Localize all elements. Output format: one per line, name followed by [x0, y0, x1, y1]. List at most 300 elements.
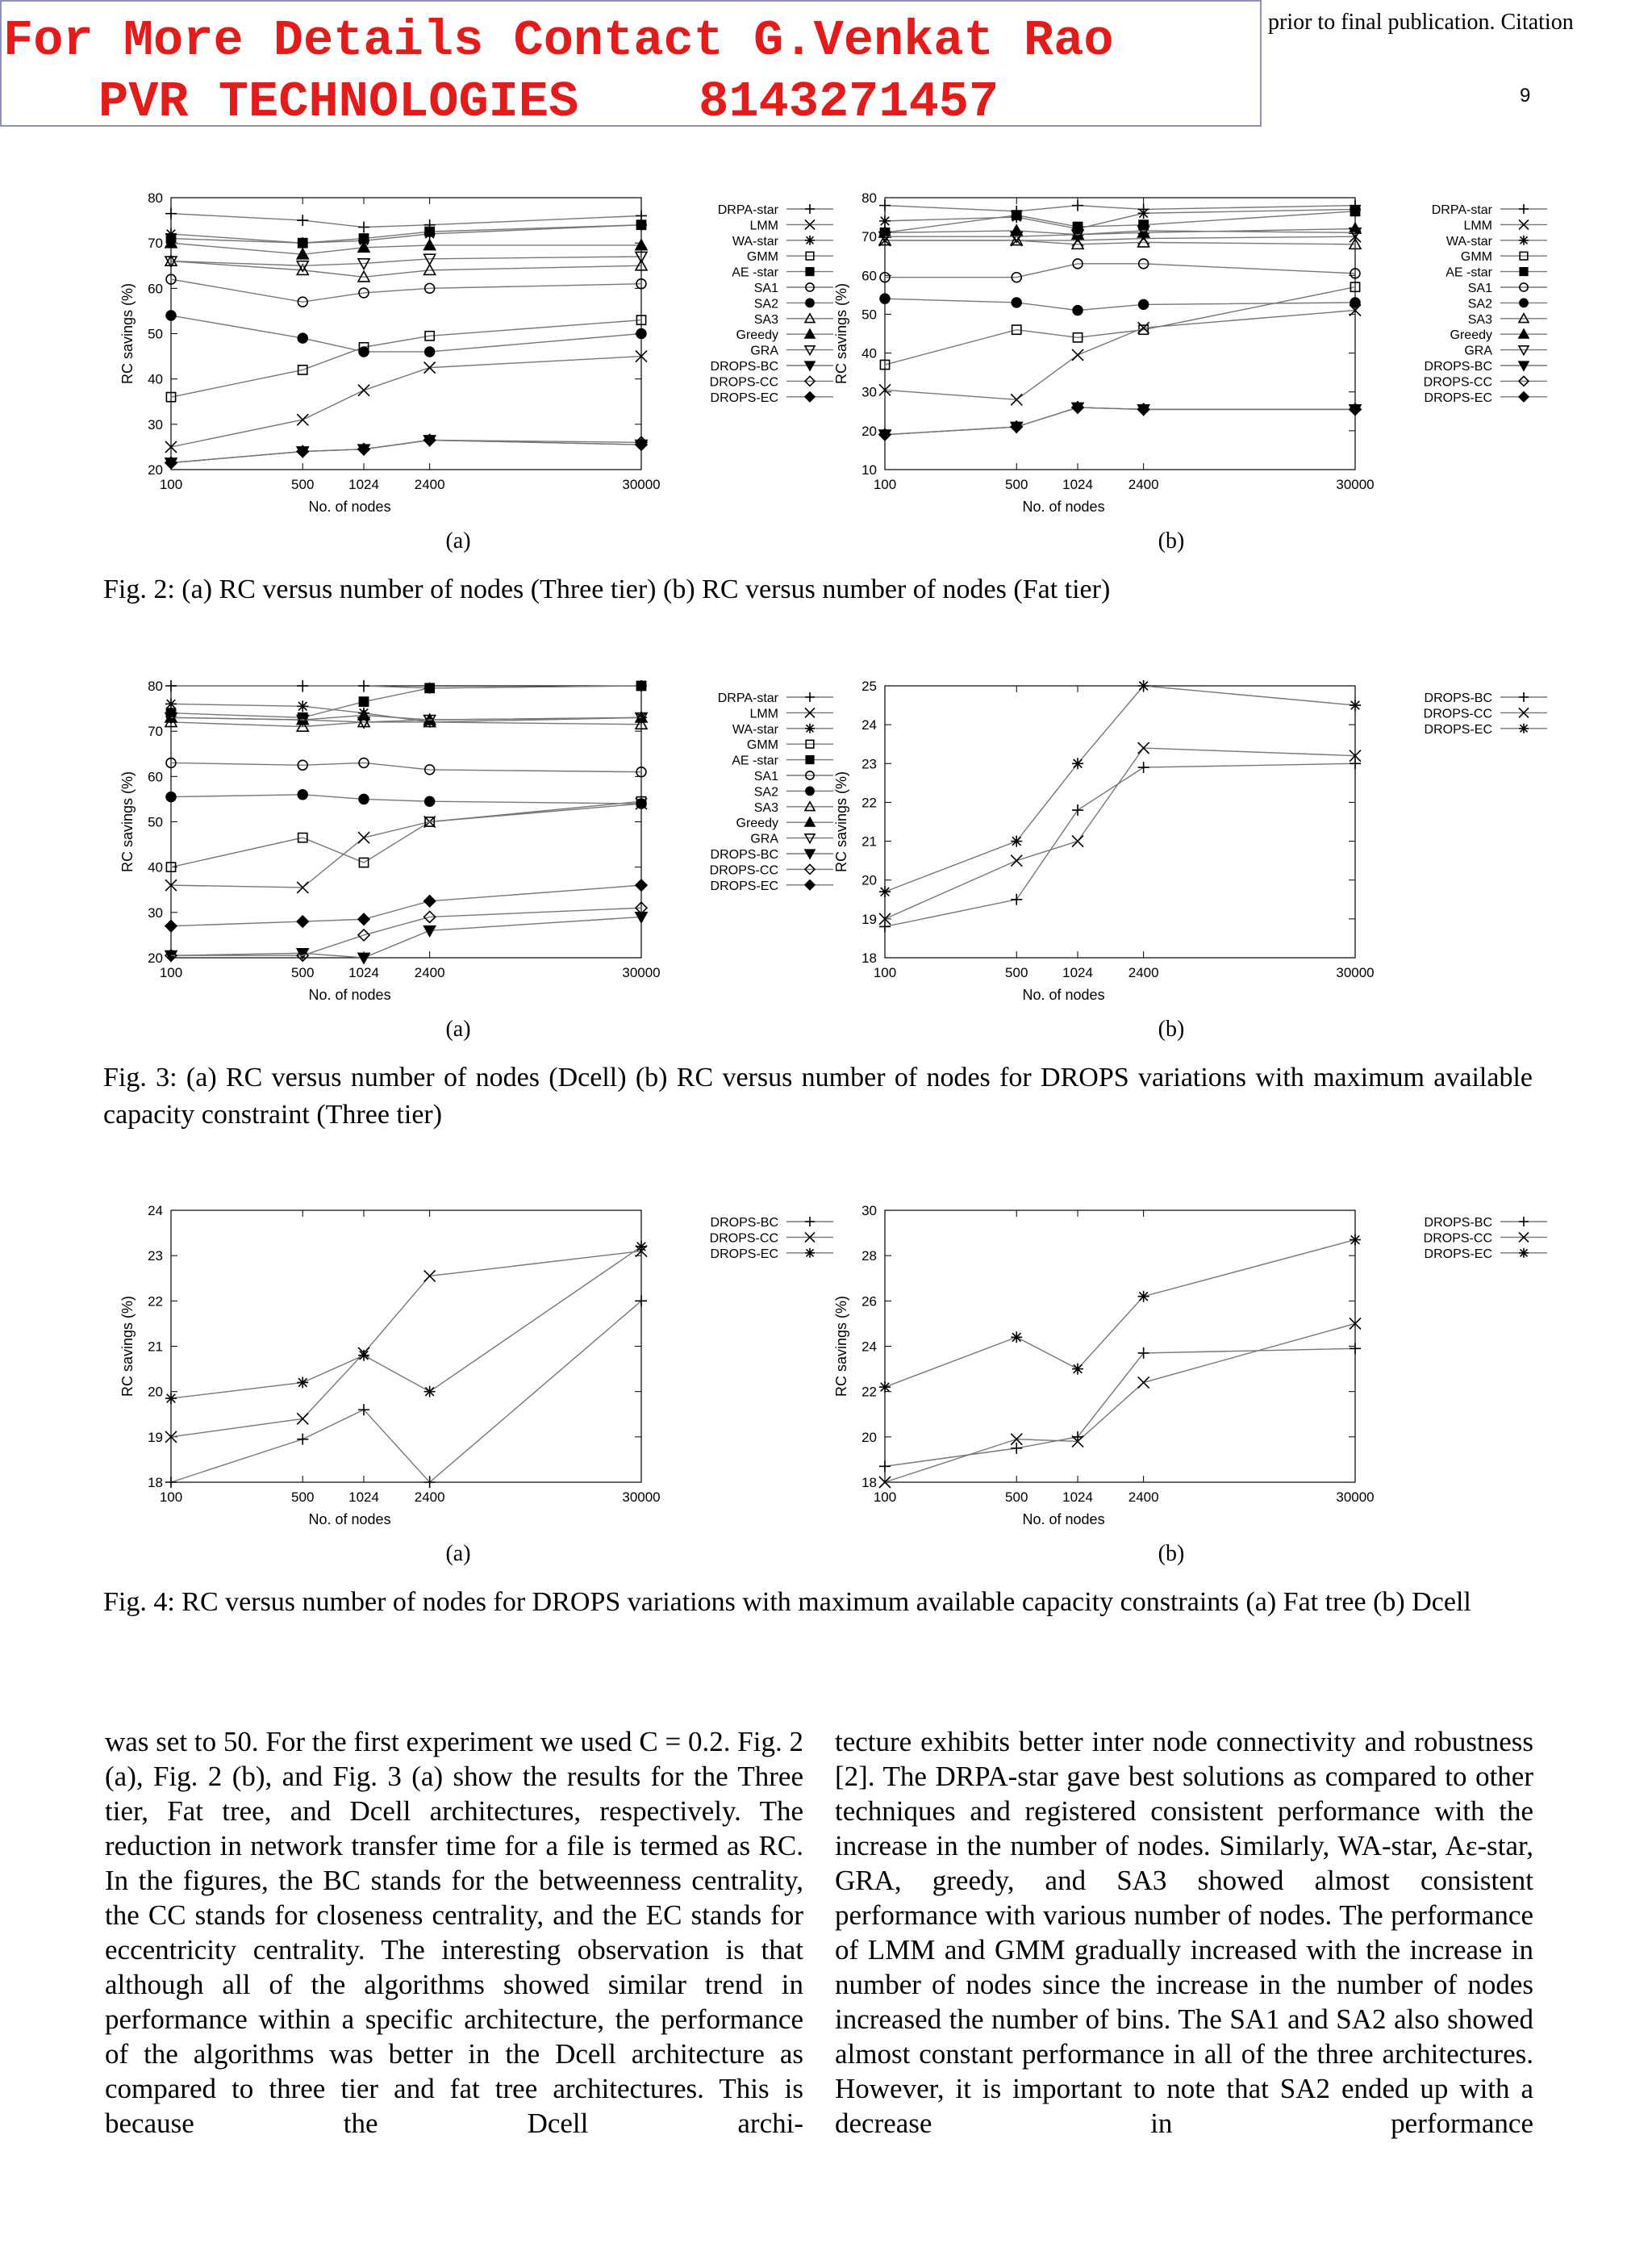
series-line [171, 795, 641, 804]
series-line [885, 211, 1355, 232]
y-tick-label: 23 [148, 1248, 163, 1264]
banner-contact-line: For More Details Contact G.Venkat Rao [3, 12, 1114, 69]
y-axis-label: RC savings (%) [119, 1295, 136, 1397]
legend-label: SA1 [753, 282, 778, 295]
y-tick-label: 18 [148, 1475, 163, 1490]
y-tick-label: 60 [148, 281, 163, 297]
data-point [1138, 762, 1149, 773]
series-line [885, 763, 1355, 926]
series-line [885, 240, 1355, 244]
y-tick-label: 24 [861, 1339, 877, 1355]
data-point [297, 1377, 308, 1388]
data-point [879, 215, 891, 227]
x-tick-label: 2400 [414, 477, 445, 492]
data-point [1073, 306, 1083, 315]
fig3-caption: Fig. 3: (a) RC versus number of nodes (Dcell) (b) RC versus number of nodes for DROPS variations with maximum available capacity constraint (Three tier) [103, 1063, 1533, 1130]
series-drops-cc [165, 902, 647, 961]
legend-label: DROPS-EC [1424, 391, 1492, 405]
data-point [1011, 855, 1022, 867]
y-tick-label: 30 [148, 904, 163, 921]
series-lmm [165, 351, 647, 453]
data-point [297, 215, 308, 226]
data-point [1350, 1235, 1361, 1246]
legend-label: WA-star [732, 722, 778, 737]
fig3-subcaption-a: (a) [445, 1017, 471, 1042]
legend-label: DROPS-BC [710, 360, 778, 374]
data-point [636, 220, 645, 229]
legend-label: DROPS-CC [709, 863, 778, 878]
chart-legend [710, 1216, 833, 1261]
series-ae-star [166, 220, 645, 248]
data-point [1011, 1443, 1022, 1454]
y-axis-label: RC savings (%) [833, 282, 849, 385]
data-point [879, 886, 891, 897]
legend-label: GRA [750, 344, 778, 358]
x-tick-label: 30000 [622, 1489, 661, 1505]
x-tick-label: 500 [1005, 477, 1028, 492]
legend-label: DROPS-BC [710, 1216, 778, 1230]
data-point [359, 697, 368, 706]
legend-label: Greedy [1450, 328, 1492, 343]
series-drops-ec [879, 402, 1361, 441]
y-tick-label: 21 [861, 833, 877, 850]
y-tick-label: 60 [861, 268, 877, 284]
y-tick-label: 22 [861, 1384, 877, 1400]
x-tick-label: 2400 [1128, 477, 1159, 492]
data-point [1138, 1347, 1149, 1359]
series-drops-cc [165, 434, 647, 468]
series-line [885, 299, 1355, 310]
legend-label: DRPA-star [717, 203, 778, 217]
fig2-subcaption-b: (b) [1158, 528, 1185, 554]
data-point [424, 896, 436, 907]
body-right-column [835, 1724, 1533, 2141]
series-line [885, 686, 1355, 892]
y-tick-label: 30 [148, 416, 163, 432]
y-tick-label: 20 [861, 872, 877, 888]
series-line [171, 243, 641, 254]
series-line [171, 440, 641, 462]
series-line [171, 722, 641, 727]
data-point [358, 953, 369, 963]
series-line [171, 320, 641, 397]
data-point [358, 385, 369, 396]
data-point [297, 1434, 308, 1445]
data-point [298, 790, 307, 800]
y-tick-label: 20 [861, 423, 877, 439]
series-drops-bc [165, 1295, 647, 1488]
fig2-caption: Fig. 2: (a) RC versus number of nodes (Three tier) (b) RC versus number of nodes (Fat tier) [103, 574, 1111, 604]
data-point [425, 796, 435, 806]
x-tick-label: 500 [1005, 965, 1028, 980]
series-line [171, 315, 641, 352]
data-point [425, 228, 434, 236]
series-line [171, 1251, 641, 1437]
legend-marker [805, 1217, 815, 1226]
series-sa3 [165, 256, 647, 282]
x-tick-label: 1024 [1062, 1489, 1093, 1505]
y-axis-label: RC savings (%) [833, 1295, 849, 1397]
chart-legend [1424, 203, 1547, 405]
chart-fig4a [105, 1198, 912, 1537]
x-tick-label: 30000 [1336, 1489, 1375, 1505]
data-point [297, 700, 308, 712]
x-tick-label: 30000 [1336, 965, 1375, 980]
series-sa1 [880, 259, 1360, 282]
chart-legend [1424, 1216, 1547, 1261]
series-line [171, 1301, 641, 1482]
y-tick-label: 24 [148, 1203, 163, 1218]
series-gmm [880, 282, 1359, 369]
series-drops-bc [879, 758, 1361, 932]
data-point [297, 680, 308, 691]
data-point [1011, 1331, 1022, 1343]
x-axis-label: No. of nodes [1022, 499, 1105, 515]
data-point [297, 916, 308, 927]
x-tick-label: 500 [291, 965, 315, 980]
data-point [165, 1393, 177, 1404]
y-tick-label: 80 [861, 190, 877, 206]
legend-label: DROPS-CC [1423, 1231, 1492, 1246]
x-tick-label: 1024 [348, 965, 379, 980]
data-point [358, 222, 369, 233]
legend-label: DROPS-EC [710, 879, 778, 893]
chart-legend [710, 691, 833, 893]
legend-label: DROPS-EC [710, 391, 778, 405]
series-line [171, 885, 641, 926]
series-drops-cc [879, 402, 1361, 441]
legend-marker [1519, 204, 1529, 214]
data-point [359, 794, 369, 804]
y-tick-label: 24 [861, 717, 877, 733]
legend-label: LMM [749, 707, 778, 721]
data-point [358, 680, 369, 691]
body-left-column [105, 1724, 803, 2141]
legend-label: DROPS-BC [1424, 691, 1492, 705]
legend-marker [805, 204, 815, 214]
data-point [165, 921, 177, 932]
data-point [1139, 299, 1149, 309]
x-tick-label: 2400 [414, 965, 445, 980]
data-point [297, 414, 308, 425]
legend-label: Greedy [736, 817, 778, 831]
legend-label: WA-star [732, 234, 778, 249]
legend-label: SA1 [1467, 282, 1492, 295]
legend-label: DROPS-CC [709, 1231, 778, 1246]
y-tick-label: 60 [148, 769, 163, 785]
series-line [885, 1323, 1355, 1482]
legend-label: GMM [1460, 250, 1492, 265]
data-point [1138, 207, 1149, 219]
series-sa2 [166, 311, 646, 357]
legend-marker [1519, 392, 1529, 402]
data-point [1072, 804, 1083, 816]
data-point [1072, 758, 1083, 769]
y-tick-label: 20 [148, 462, 163, 478]
data-point [166, 792, 176, 802]
legend-label: DROPS-BC [1424, 360, 1492, 374]
series-line [171, 1247, 641, 1398]
series-gra [879, 226, 1361, 242]
y-tick-label: 40 [148, 371, 163, 387]
legend-label: DROPS-CC [709, 375, 778, 390]
series-drops-ec [165, 1241, 647, 1404]
legend-label: DROPS-EC [1424, 1247, 1492, 1261]
x-tick-label: 30000 [1336, 477, 1375, 492]
data-point [166, 311, 176, 320]
legend-label: GRA [750, 832, 778, 846]
legend-marker [1519, 1248, 1529, 1258]
x-tick-label: 100 [873, 965, 897, 980]
series-drops-bc [165, 436, 647, 469]
series-line [885, 1348, 1355, 1466]
series-sa2 [880, 294, 1360, 315]
header-citation-note: prior to final publication. Citation [1268, 10, 1574, 35]
legend-marker [805, 692, 815, 702]
data-point [298, 239, 307, 248]
x-tick-label: 1024 [1062, 477, 1093, 492]
data-point [1011, 894, 1022, 905]
data-point [1012, 298, 1021, 307]
banner-company-line: PVR TECHNOLOGIES 8143271457 [98, 73, 999, 131]
chart-fig2b [819, 186, 1625, 524]
data-point [424, 1386, 436, 1397]
plot-frame [171, 686, 641, 958]
legend-marker [805, 1248, 815, 1258]
series-line [171, 704, 641, 721]
data-point [358, 1350, 369, 1361]
body-left-paragraph: was set to 50. For the first experiment we used C = 0.2. Fig. 2 (a), Fig. 2 (b), and Fig. 3 (a) show the results for the Three tier, Fat tree, and Dcell architectures, respectively. The reduction in network transfer time for a file is termed as RC. In the figures, the BC stands for the betweenness centrality, the CC stands for closeness centrality, and the EC stands for eccentricity centrality. The interesting observation is that although all of the algorithms showed similar trend in performance within a specific architecture, the performance of the algorithms was better in the Dcell architecture as compared to three tier and fat tree architectures. This is because the Dcell archi- [105, 1726, 803, 2139]
legend-label: SA3 [753, 800, 778, 815]
fig4-caption: Fig. 4: RC versus number of nodes for DROPS variations with maximum available capacity constraints (a) Fat tree (b) Dcell [103, 1587, 1471, 1617]
legend-marker [1519, 236, 1529, 245]
legend-marker [1519, 1217, 1529, 1226]
series-drops-ec [879, 680, 1361, 897]
data-point [359, 347, 369, 357]
data-point [1072, 1364, 1083, 1375]
x-tick-label: 100 [159, 965, 183, 980]
chart-fig2a [105, 186, 912, 524]
data-point [1072, 836, 1083, 847]
data-point [298, 333, 307, 343]
y-tick-label: 80 [148, 190, 163, 206]
series-line [171, 762, 641, 771]
data-point [636, 879, 647, 891]
y-tick-label: 20 [148, 1384, 163, 1400]
legend-label: Greedy [736, 328, 778, 343]
data-point [358, 710, 369, 721]
data-point [165, 680, 177, 691]
x-tick-label: 2400 [1128, 965, 1159, 980]
series-gmm [166, 797, 645, 872]
data-point [879, 200, 891, 211]
y-tick-label: 70 [148, 236, 163, 252]
legend-label: GRA [1464, 344, 1492, 358]
data-point [1072, 349, 1083, 361]
plot-frame [885, 198, 1355, 470]
legend-label: SA2 [1467, 297, 1492, 311]
data-point [1072, 200, 1083, 211]
series-line [885, 264, 1355, 278]
x-tick-label: 500 [1005, 1489, 1028, 1505]
series-sa2 [166, 790, 646, 808]
chart-legend [1424, 691, 1547, 737]
legend-label: DROPS-EC [710, 1247, 778, 1261]
data-point [425, 683, 434, 692]
data-point [1012, 211, 1021, 219]
data-point [1138, 1377, 1149, 1388]
data-point [424, 926, 436, 937]
legend-label: SA2 [753, 297, 778, 311]
legend-label: SA1 [753, 770, 778, 783]
data-point [636, 799, 646, 808]
series-line [171, 804, 641, 888]
legend-label: DROPS-CC [1423, 707, 1492, 721]
data-point [1350, 207, 1359, 215]
y-tick-label: 10 [861, 462, 877, 478]
legend-label: DROPS-CC [1423, 375, 1492, 390]
chart-fig3b [819, 674, 1625, 1013]
y-tick-label: 50 [148, 814, 163, 830]
y-tick-label: 50 [148, 326, 163, 342]
data-point [1011, 836, 1022, 847]
series-gmm [166, 315, 645, 402]
series-line [171, 225, 641, 243]
legend-label: DROPS-EC [1424, 722, 1492, 737]
legend-marker [805, 724, 815, 733]
contact-banner [0, 0, 1262, 131]
y-tick-label: 21 [148, 1339, 163, 1355]
y-tick-label: 22 [148, 1293, 163, 1310]
series-lmm-low [879, 305, 1361, 406]
legend-label: SA3 [753, 312, 778, 327]
x-tick-label: 500 [291, 477, 315, 492]
data-point [879, 1381, 891, 1393]
y-tick-label: 40 [148, 859, 163, 875]
legend-label: SA2 [753, 785, 778, 800]
data-point [1350, 1343, 1361, 1354]
data-point [1138, 680, 1149, 691]
series-drpa-star [165, 208, 647, 233]
fig4-subcaption-a: (a) [445, 1541, 471, 1566]
x-axis-label: No. of nodes [308, 1511, 391, 1527]
legend-label: GMM [746, 738, 778, 753]
page-number: 9 [1520, 85, 1531, 107]
x-tick-label: 2400 [1128, 1489, 1159, 1505]
legend-marker [1519, 724, 1529, 733]
y-tick-label: 80 [148, 679, 163, 694]
series-line [171, 357, 641, 447]
legend-marker [805, 392, 815, 402]
y-tick-label: 70 [148, 724, 163, 740]
legend-marker [1520, 268, 1528, 276]
y-tick-label: 18 [861, 950, 877, 966]
legend-label: AE -star [1446, 265, 1492, 280]
x-tick-label: 30000 [622, 477, 661, 492]
series-drops-cc [879, 1318, 1361, 1488]
legend-label: AE -star [732, 265, 778, 280]
y-tick-label: 26 [861, 1293, 877, 1310]
y-tick-label: 19 [148, 1429, 163, 1445]
legend-label: DROPS-BC [710, 848, 778, 862]
legend-label: DRPA-star [1431, 203, 1492, 217]
legend-marker [1519, 692, 1529, 702]
legend-label: AE -star [732, 754, 778, 768]
legend-marker [806, 756, 814, 764]
series-line [171, 214, 641, 228]
data-point [165, 208, 177, 219]
x-axis-label: No. of nodes [308, 987, 391, 1003]
fig4-subcaption-b: (b) [1158, 1541, 1185, 1566]
y-axis-label: RC savings (%) [833, 771, 849, 873]
fig3-subcaption-b: (b) [1158, 1017, 1185, 1042]
series-drops-ec [165, 434, 647, 468]
data-point [358, 832, 369, 843]
series-sa1 [166, 758, 646, 777]
data-point [1011, 225, 1022, 236]
y-tick-label: 23 [861, 756, 877, 772]
x-tick-label: 500 [291, 1489, 315, 1505]
legend-label: DRPA-star [717, 691, 778, 705]
series-line [171, 801, 641, 867]
y-tick-label: 50 [861, 307, 877, 323]
x-tick-label: 1024 [348, 477, 379, 492]
series-lmm [165, 798, 647, 893]
series-line [171, 257, 641, 265]
series-line [171, 908, 641, 955]
chart-fig3a [105, 674, 912, 1013]
x-tick-label: 100 [873, 477, 897, 492]
fig2-subcaption-a: (a) [445, 528, 471, 554]
series-drops-ec [879, 1235, 1361, 1393]
y-tick-label: 20 [148, 950, 163, 966]
legend-label: WA-star [1446, 234, 1492, 249]
plot-frame [885, 1210, 1355, 1482]
data-point [1350, 700, 1361, 711]
chart-fig4b [819, 1198, 1625, 1537]
y-tick-label: 70 [861, 229, 877, 245]
data-point [425, 347, 435, 357]
legend-marker [806, 268, 814, 276]
series-drops-cc [165, 1246, 647, 1443]
x-tick-label: 1024 [1062, 965, 1093, 980]
legend-label: LMM [749, 219, 778, 233]
x-axis-label: No. of nodes [1022, 1511, 1105, 1527]
y-tick-label: 19 [861, 911, 877, 927]
series-drops-cc [879, 742, 1361, 925]
y-tick-label: 30 [861, 384, 877, 400]
y-tick-label: 20 [861, 1429, 877, 1445]
y-tick-label: 22 [861, 795, 877, 811]
series-drpa-star [879, 200, 1361, 217]
data-point [880, 294, 890, 303]
plot-frame [171, 1210, 641, 1482]
legend-marker [805, 880, 815, 890]
x-tick-label: 2400 [414, 1489, 445, 1505]
series-line [885, 236, 1355, 240]
series-gra [165, 252, 647, 271]
legend-label: GMM [746, 250, 778, 265]
y-tick-label: 25 [861, 679, 877, 694]
x-tick-label: 100 [159, 1489, 183, 1505]
y-axis-label: RC savings (%) [119, 282, 136, 385]
data-point [636, 329, 646, 339]
series-line [885, 748, 1355, 919]
legend-marker [1520, 299, 1528, 307]
legend-marker [806, 787, 814, 795]
legend-label: SA3 [1467, 312, 1492, 327]
x-axis-label: No. of nodes [1022, 987, 1105, 1003]
